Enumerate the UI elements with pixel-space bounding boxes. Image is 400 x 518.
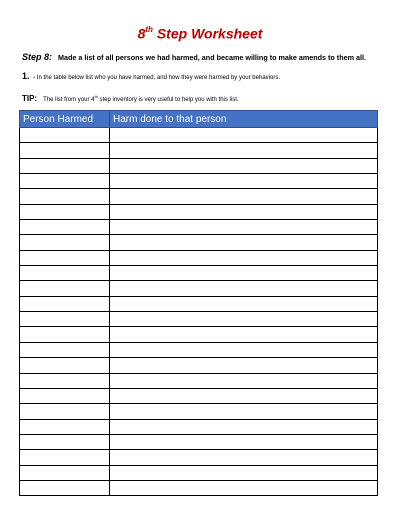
table-row (20, 388, 378, 403)
table-row (20, 158, 378, 173)
harm-done-cell[interactable] (110, 220, 378, 235)
person-harmed-cell[interactable] (20, 450, 110, 465)
title-number: 8 (137, 25, 146, 42)
person-harmed-cell[interactable] (20, 189, 110, 204)
harm-done-cell[interactable] (110, 419, 378, 434)
table-row (20, 434, 378, 449)
table-row (20, 327, 378, 342)
table-row (20, 419, 378, 434)
harm-done-cell[interactable] (110, 373, 378, 388)
harm-done-cell[interactable] (110, 434, 378, 449)
step-statement (22, 52, 366, 63)
harm-done-cell[interactable] (110, 266, 378, 281)
table-row (20, 128, 378, 143)
harm-done-cell[interactable] (110, 189, 378, 204)
table-row (20, 465, 378, 480)
tip-superscript: th (94, 94, 98, 99)
harm-done-cell[interactable] (110, 327, 378, 342)
table-row (20, 404, 378, 419)
person-harmed-cell[interactable] (20, 480, 110, 495)
person-harmed-cell[interactable] (20, 158, 110, 173)
harm-done-cell[interactable] (110, 281, 378, 296)
harm-done-cell[interactable] (110, 143, 378, 158)
person-harmed-cell[interactable] (20, 266, 110, 281)
table-row (20, 342, 378, 357)
page-title (0, 22, 400, 43)
harm-done-cell[interactable] (110, 312, 378, 327)
harm-done-cell[interactable] (110, 128, 378, 143)
person-harmed-cell[interactable] (20, 419, 110, 434)
step-label: Step 8: (22, 52, 53, 62)
table-body (20, 128, 378, 496)
instruction (22, 71, 280, 83)
harm-done-cell[interactable] (110, 342, 378, 357)
person-harmed-cell[interactable] (20, 250, 110, 265)
table-row (20, 143, 378, 158)
tip-text-after: step inventory is very useful to help you with this list. (97, 97, 239, 103)
table-row (20, 480, 378, 495)
person-harmed-cell[interactable] (20, 404, 110, 419)
harm-done-cell[interactable] (110, 450, 378, 465)
table-row (20, 220, 378, 235)
person-harmed-cell[interactable] (20, 312, 110, 327)
person-harmed-cell[interactable] (20, 296, 110, 311)
harm-done-cell[interactable] (110, 358, 378, 373)
harm-done-cell[interactable] (110, 388, 378, 403)
title-superscript: th (145, 25, 153, 34)
table-row (20, 204, 378, 219)
harm-done-cell[interactable] (110, 480, 378, 495)
table-row (20, 312, 378, 327)
harm-done-cell[interactable] (110, 204, 378, 219)
table-header-row (20, 111, 378, 128)
harm-done-cell[interactable] (110, 465, 378, 480)
person-harmed-cell[interactable] (20, 388, 110, 403)
table-row (20, 450, 378, 465)
person-harmed-cell[interactable] (20, 465, 110, 480)
table-row (20, 266, 378, 281)
tip (22, 92, 239, 105)
person-harmed-cell[interactable] (20, 434, 110, 449)
tip-text-before: The list from your 4 (43, 97, 95, 103)
person-harmed-cell[interactable] (20, 342, 110, 357)
instruction-text: - In the table below list who you have harmed, and how they were harmed by your behaviors. (33, 75, 280, 81)
table-row (20, 250, 378, 265)
harm-done-cell[interactable] (110, 296, 378, 311)
harm-done-cell[interactable] (110, 174, 378, 189)
table-row (20, 281, 378, 296)
table-row (20, 296, 378, 311)
person-harmed-cell[interactable] (20, 327, 110, 342)
harm-table (19, 110, 378, 496)
person-harmed-cell[interactable] (20, 235, 110, 250)
person-harmed-cell[interactable] (20, 174, 110, 189)
harm-done-cell[interactable] (110, 235, 378, 250)
table-row (20, 358, 378, 373)
step-text: Made a list of all persons we had harmed, and became willing to make amends to them all. (58, 53, 366, 62)
harm-done-cell[interactable] (110, 404, 378, 419)
title-text: Step Worksheet (156, 25, 263, 42)
harm-done-cell[interactable] (110, 158, 378, 173)
person-harmed-cell[interactable] (20, 358, 110, 373)
person-harmed-cell[interactable] (20, 204, 110, 219)
table-row (20, 373, 378, 388)
person-harmed-cell[interactable] (20, 128, 110, 143)
header-person-harmed: Person Harmed (20, 111, 110, 128)
table-row (20, 189, 378, 204)
table-row (20, 235, 378, 250)
person-harmed-cell[interactable] (20, 143, 110, 158)
header-harm-done: Harm done to that person (110, 111, 378, 128)
instruction-number: 1. (22, 71, 30, 81)
person-harmed-cell[interactable] (20, 220, 110, 235)
table-row (20, 174, 378, 189)
person-harmed-cell[interactable] (20, 281, 110, 296)
person-harmed-cell[interactable] (20, 373, 110, 388)
tip-label: TIP: (22, 94, 38, 103)
harm-done-cell[interactable] (110, 250, 378, 265)
